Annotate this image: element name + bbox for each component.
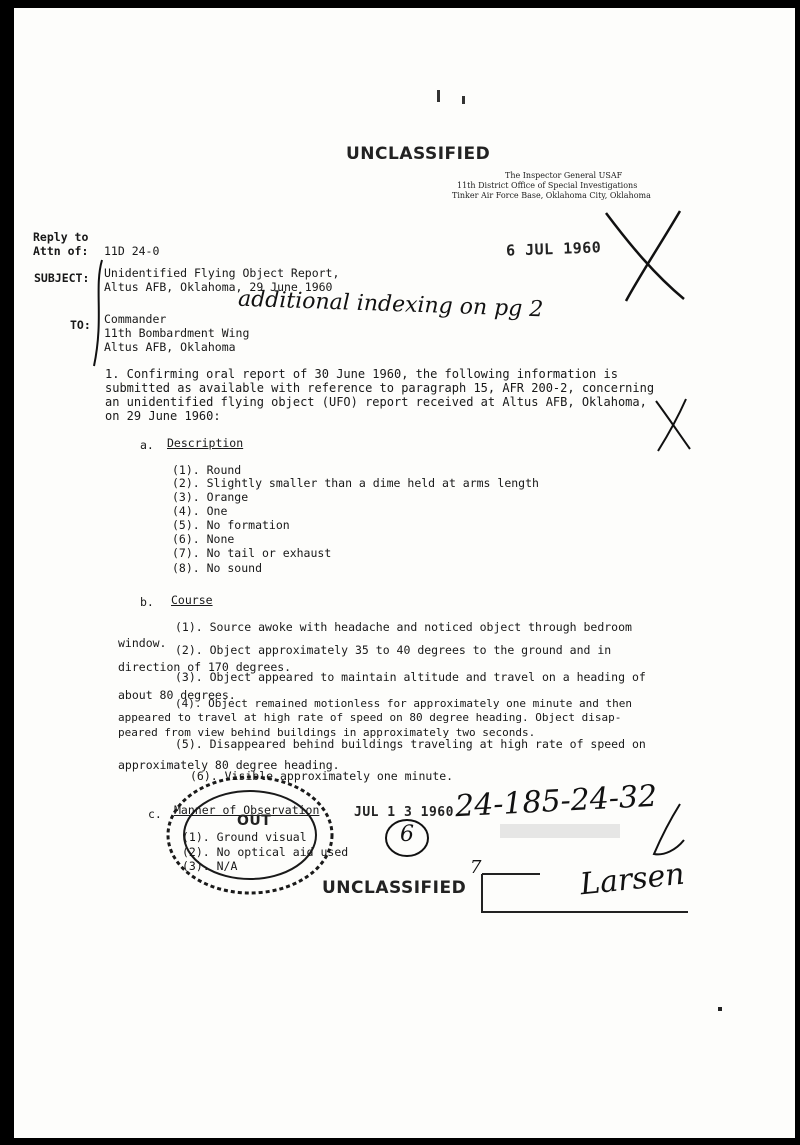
section-a-item-1: (1). Round — [172, 463, 242, 477]
circled-number: 6 — [400, 822, 414, 847]
scan-border-bottom — [0, 1138, 800, 1145]
section-a-item-4: (4). One — [172, 504, 228, 518]
classification-bottom: UNCLASSIFIED — [322, 878, 467, 898]
scan-border-left — [0, 0, 14, 1145]
to-label: TO: — [70, 318, 91, 332]
signature: Larsen — [578, 856, 687, 903]
section-b-line-11: approximately 80 degree heading. — [118, 758, 340, 772]
to-line-1: Commander — [104, 312, 167, 326]
x-mark-top — [600, 205, 690, 305]
section-c-item-3: (3). N/A — [182, 859, 238, 873]
letterhead-line-2: 11th District Office of Special Investigations — [457, 181, 638, 190]
classification-top: UNCLASSIFIED — [346, 144, 491, 164]
paragraph-1-line-2: submitted as available with reference to paragraph 15, AFR 200-2, concerning — [105, 381, 655, 395]
x-mark-middle — [650, 395, 695, 455]
section-a-letter: a. — [140, 438, 154, 452]
section-a-item-7: (7). No tail or exhaust — [172, 546, 332, 560]
subject-line-2: Altus AFB, Oklahoma, 29 June 1960 — [104, 280, 333, 294]
date-stamp: 6 JUL 1960 — [505, 238, 602, 260]
section-b-line-9: peared from view behind buildings in approximately two seconds. — [118, 726, 536, 739]
section-b-line-12: (6). Visible approximately one minute. — [190, 769, 454, 783]
reply-to-label: Reply to — [33, 230, 89, 244]
section-a-item-8: (8). No sound — [172, 561, 263, 575]
paragraph-1-line-4: on 29 June 1960: — [105, 409, 221, 423]
paragraph-1-line-3: an unidentified flying object (UFO) report received at Altus AFB, Oklahoma, — [105, 395, 647, 409]
subject-bracket-mark — [88, 258, 108, 368]
attn-of-label: Attn of: — [33, 244, 89, 258]
scan-border-right — [795, 0, 800, 1145]
section-b-line-5: (3). Object appeared to maintain altitude and travel on a heading of — [175, 670, 646, 684]
bottom-right-speck — [718, 1007, 722, 1011]
section-c-title: Manner of Observation — [174, 803, 320, 817]
faint-stamp-mark — [500, 824, 620, 838]
subject-line-1: Unidentified Flying Object Report, — [104, 266, 340, 280]
section-a-item-6: (6). None — [172, 532, 235, 546]
letterhead-line-3: Tinker Air Force Base, Oklahoma City, Oklahoma — [452, 191, 651, 200]
paragraph-1-line-1: 1. Confirming oral report of 30 June 1960, the following information is — [105, 367, 618, 381]
top-speck — [437, 90, 440, 102]
section-b-line-6: about 80 degrees. — [118, 688, 236, 702]
section-c-letter: c. — [148, 807, 162, 821]
section-b-title: Course — [171, 593, 213, 607]
section-b-line-2: window. — [118, 636, 167, 650]
section-c-item-1: (1). Ground visual — [182, 830, 307, 844]
scan-border-top — [0, 0, 800, 8]
section-a-item-2: (2). Slightly smaller than a dime held at arms length — [172, 476, 539, 490]
section-a-item-3: (3). Orange — [172, 490, 249, 504]
section-b-line-10: (5). Disappeared behind buildings traveling at high rate of speed on — [175, 737, 646, 751]
file-number: 24-185-24-32 — [454, 778, 658, 825]
out-stamp-date: JUL 1 3 1960 — [354, 805, 454, 820]
letterhead-line-1: The Inspector General USAF — [505, 171, 623, 180]
section-b-line-3: (2). Object approximately 35 to 40 degrees to the ground and in — [175, 643, 612, 657]
signature-flourish — [640, 800, 700, 860]
section-c-item-2: (2). No optical aid used — [182, 845, 349, 859]
section-b-letter: b. — [140, 595, 154, 609]
routing-stamp-seal — [160, 770, 340, 900]
to-line-3: Altus AFB, Oklahoma — [104, 340, 236, 354]
section-a-item-5: (5). No formation — [172, 518, 290, 532]
reply-to-value: 11D 24-0 — [104, 244, 160, 258]
out-stamp-word: OUT — [237, 813, 272, 829]
section-b-line-1: (1). Source awoke with headache and noticed object through bedroom — [175, 620, 632, 634]
section-b-line-8: appeared to travel at high rate of speed on 80 degree heading. Object disap- — [118, 711, 622, 724]
to-line-2: 11th Bombardment Wing — [104, 326, 250, 340]
section-b-line-4: direction of 170 degrees. — [118, 660, 292, 674]
handwritten-indexing-note: additional indexing on pg 2 — [237, 286, 544, 323]
subject-label: SUBJECT: — [34, 271, 90, 285]
section-a-title: Description — [167, 436, 244, 450]
top-speck-2 — [462, 96, 465, 104]
section-b-line-7: (4). Object remained motionless for approximately one minute and then — [175, 697, 632, 710]
margin-number: 7 — [470, 857, 482, 878]
